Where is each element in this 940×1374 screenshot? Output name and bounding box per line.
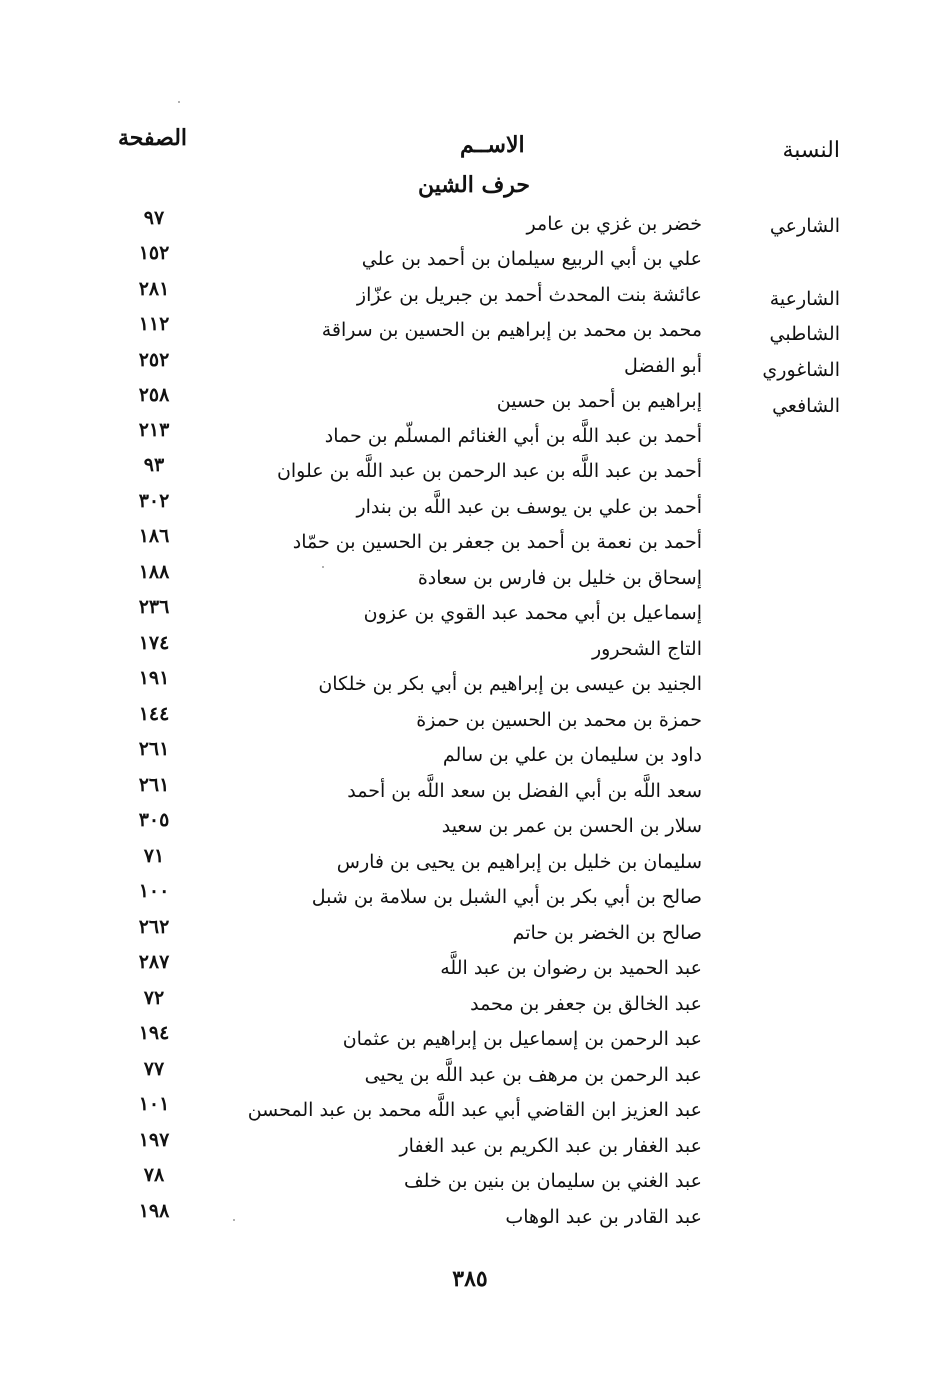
index-row — [0, 242, 940, 282]
index-row — [0, 313, 940, 353]
entry-page-number: ١٥٢ — [138, 242, 170, 264]
index-row — [0, 1164, 940, 1204]
entry-page-number: ٧٨ — [143, 1164, 165, 1186]
entry-name: حمزة بن محمد بن الحسين بن حمزة — [416, 709, 702, 731]
entry-page-number: ٣٠٢ — [138, 490, 170, 512]
entry-page-number: ٧١ — [143, 845, 165, 867]
entry-page-number: ١١٢ — [138, 313, 170, 335]
entry-name: عبد الغفار بن عبد الكريم بن عبد الغفار — [399, 1135, 702, 1157]
entry-page-number: ١٨٦ — [138, 525, 170, 547]
scan-speck — [178, 101, 180, 103]
entry-name: عائشة بنت المحدث أحمد بن جبريل بن عزّاز — [356, 284, 702, 306]
entry-name: أحمد بن عبد اللَّه بن عبد الرحمن بن عبد اللَّه بن علوان — [276, 460, 702, 482]
entry-name: علي بن أبي الربيع سيلمان بن أحمد بن علي — [361, 248, 702, 270]
index-row — [0, 1022, 940, 1062]
entry-page-number: ٩٣ — [143, 454, 165, 476]
index-row — [0, 667, 940, 707]
index-row — [0, 809, 940, 849]
scan-speck — [322, 566, 324, 568]
entry-name: أحمد بن عبد اللَّه بن أبي الغنائم المسلّم بن حماد — [324, 425, 702, 447]
entry-page-number: ١٩٤ — [138, 1022, 170, 1044]
entry-name: داود بن سليمان بن علي بن سالم — [442, 744, 702, 766]
nisba-label: الشاطبي — [769, 323, 840, 345]
index-row — [0, 596, 940, 636]
index-row — [0, 880, 940, 920]
entry-page-number: ٢١٣ — [138, 419, 170, 441]
entry-page-number: ٢٨١ — [138, 278, 170, 300]
entry-name: أحمد بن نعمة بن أحمد بن جعفر بن الحسين بن حمّاد — [292, 531, 702, 553]
nisba-label: الشاغوري — [762, 359, 840, 381]
section-title: حرف الشين — [418, 172, 531, 198]
entry-page-number: ٢٦٢ — [138, 916, 170, 938]
entry-name: صالح بن الخضر بن حاتم — [512, 922, 702, 944]
entry-page-number: ٢٥٢ — [138, 349, 170, 371]
entry-page-number: ١٩٨ — [138, 1200, 170, 1222]
entry-page-number: ٧٢ — [143, 987, 165, 1009]
index-row — [0, 525, 940, 565]
entry-page-number: ١٠٠ — [138, 880, 170, 902]
entry-name: إبراهيم بن أحمد بن حسين — [496, 390, 702, 412]
entry-name: إسحاق بن خليل بن فارس بن سعادة — [417, 567, 702, 589]
entry-name: عبد الغني بن سليمان بن بنين بن خلف — [404, 1170, 702, 1192]
entry-name: التاج الشحرور — [591, 638, 702, 660]
entry-page-number: ٣٠٥ — [138, 809, 170, 831]
entry-name: سعد اللَّه بن أبي الفضل بن سعد اللَّه بن أحمد — [347, 780, 702, 802]
index-row — [0, 1093, 940, 1133]
entry-name: الجنيد بن عيسى بن إبراهيم بن أبي بكر بن خلكان — [318, 673, 702, 695]
nisba-label: الشارعية — [769, 288, 840, 310]
entry-page-number: ١٩١ — [138, 667, 170, 689]
entry-page-number: ٢٣٦ — [138, 596, 170, 618]
entry-page-number: ١٤٤ — [138, 703, 170, 725]
index-row — [0, 1200, 940, 1240]
entry-name: عبد الحميد بن رضوان بن عبد اللَّه — [440, 957, 702, 979]
column-header-name: الاســم — [460, 132, 525, 158]
nisba-label: الشافعي — [772, 395, 840, 417]
entry-page-number: ٩٧ — [143, 207, 165, 229]
entry-page-number: ٢٨٧ — [138, 951, 170, 973]
entry-name: عبد القادر بن عبد الوهاب — [505, 1206, 702, 1228]
entry-name: سلار بن الحسن بن عمر بن سعيد — [441, 815, 702, 837]
entry-page-number: ١٩٧ — [138, 1129, 170, 1151]
entry-name: عبد الرحمن بن مرهف بن عبد اللَّه بن يحيى — [364, 1064, 702, 1086]
entry-page-number: ٢٦١ — [138, 774, 170, 796]
entry-page-number: ٢٥٨ — [138, 384, 170, 406]
entry-page-number: ٧٧ — [143, 1058, 165, 1080]
entry-name: عبد الخالق بن جعفر بن محمد — [470, 993, 702, 1015]
entry-page-number: ١٨٨ — [138, 561, 170, 583]
column-header-page: الصفحة — [118, 125, 188, 151]
entry-name: عبد العزيز ابن القاضي أبي عبد اللَّه محمد بن عبد المحسن — [247, 1099, 702, 1121]
entry-name: أبو الفضل — [624, 355, 702, 377]
entry-name: خضر بن غزي بن عامر — [526, 213, 702, 235]
nisba-label: الشارعي — [769, 215, 840, 237]
entry-page-number: ١٧٤ — [138, 632, 170, 654]
entry-name: عبد الرحمن بن إسماعيل بن إبراهيم بن عثمان — [342, 1028, 702, 1050]
index-row — [0, 951, 940, 991]
entry-name: محمد بن محمد بن إبراهيم بن الحسين بن سراقة — [321, 319, 702, 341]
entry-name: سليمان بن خليل بن إبراهيم بن يحيى بن فارس — [336, 851, 702, 873]
page-number: ٣٨٥ — [452, 1266, 488, 1292]
index-row — [0, 738, 940, 778]
entry-name: إسماعيل بن أبي محمد عبد القوي بن عزون — [363, 602, 702, 624]
scan-speck — [233, 1219, 235, 1221]
entry-page-number: ٢٦١ — [138, 738, 170, 760]
column-header-nisba: النسبة — [782, 138, 840, 163]
entry-name: أحمد بن علي بن يوسف بن عبد اللَّه بن بندار — [356, 496, 702, 518]
entry-page-number: ١٠١ — [138, 1093, 170, 1115]
index-row — [0, 454, 940, 494]
entry-name: صالح بن أبي بكر بن أبي الشبل بن سلامة بن شبل — [311, 886, 702, 908]
